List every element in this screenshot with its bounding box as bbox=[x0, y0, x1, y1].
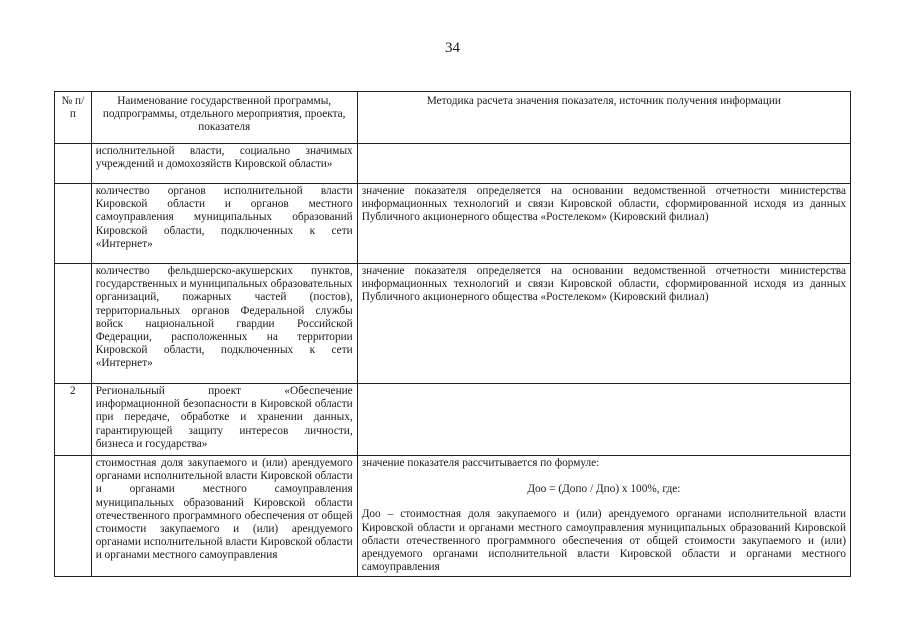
table-header-row bbox=[55, 92, 851, 144]
method-definition: Доо – стоимостная доля закупаемого и (или) арендуемого органами исполнительной власти Кировской области и органами местного самоуправления муниципальных образований Кировской области отечественного программного обеспечения от общей стоимости закупаемого и (или) арендуемого органами исполнительной власти Кировской области и органами местного самоуправления bbox=[361, 508, 846, 574]
row-num bbox=[55, 456, 92, 577]
method-intro: значение показателя рассчитывается по формуле: bbox=[361, 457, 600, 469]
row-name: исполнительной власти, социально значимых учреждений и домохозяйств Кировской области» bbox=[91, 144, 357, 184]
table-row bbox=[55, 264, 851, 384]
row-method bbox=[357, 144, 850, 184]
row-name: количество фельдшерско-акушерских пунктов, государственных и муниципальных образовательных организаций, пожарных частей (постов), территориальных органов Федеральной службы войск национальной гвардии Российской Федерации, расположенных на территории Кировской области, подключенных к сети «Интернет» bbox=[91, 264, 357, 384]
table-row bbox=[55, 184, 851, 264]
header-method: Методика расчета значения показателя, источник получения информации bbox=[357, 92, 850, 144]
row-num bbox=[55, 184, 92, 264]
row-method bbox=[357, 384, 850, 456]
row-name: Региональный проект «Обеспечение информационной безопасности в Кировской области при передаче, обработке и хранении данных, гарантирующей защиту интересов личности, бизнеса и государства» bbox=[91, 384, 357, 456]
table-row bbox=[55, 144, 851, 184]
methodology-table bbox=[54, 91, 851, 577]
row-name: стоимостная доля закупаемого и (или) арендуемого органами исполнительной власти Кировской области и органами местного самоуправления муниципальных образований Кировской области отечественного программного обеспечения от общей стоимости закупаемого и (или) арендуемого органами исполнительной власти Кировской области и органами местного самоуправления bbox=[91, 456, 357, 577]
row-num bbox=[55, 144, 92, 184]
table-row bbox=[55, 384, 851, 456]
table-row bbox=[55, 456, 851, 577]
method-formula: Доо = (Допо / Дпо) х 100%, где: bbox=[527, 483, 681, 496]
row-method: значение показателя определяется на основании ведомственной отчетности министерства информационных технологий и связи Кировской области, сформированной исходя из данных Публичного акционерного общества «Ростелеком» (Кировский филиал) bbox=[357, 264, 850, 384]
row-num: 2 bbox=[55, 384, 92, 456]
row-num bbox=[55, 264, 92, 384]
row-method: значение показателя определяется на основании ведомственной отчетности министерства информационных технологий и связи Кировской области, сформированной исходя из данных Публичного акционерного общества «Ростелеком» (Кировский филиал) bbox=[357, 184, 850, 264]
row-method bbox=[357, 456, 850, 577]
row-name: количество органов исполнительной власти Кировской области и органов местного самоуправления муниципальных образований Кировской области, подключенных к сети «Интернет» bbox=[91, 184, 357, 264]
header-name: Наименование государственной программы, подпрограммы, отдельного мероприятия, проекта, показателя bbox=[91, 92, 357, 144]
page-number: 34 bbox=[445, 40, 460, 56]
header-num: № п/п bbox=[55, 92, 92, 144]
